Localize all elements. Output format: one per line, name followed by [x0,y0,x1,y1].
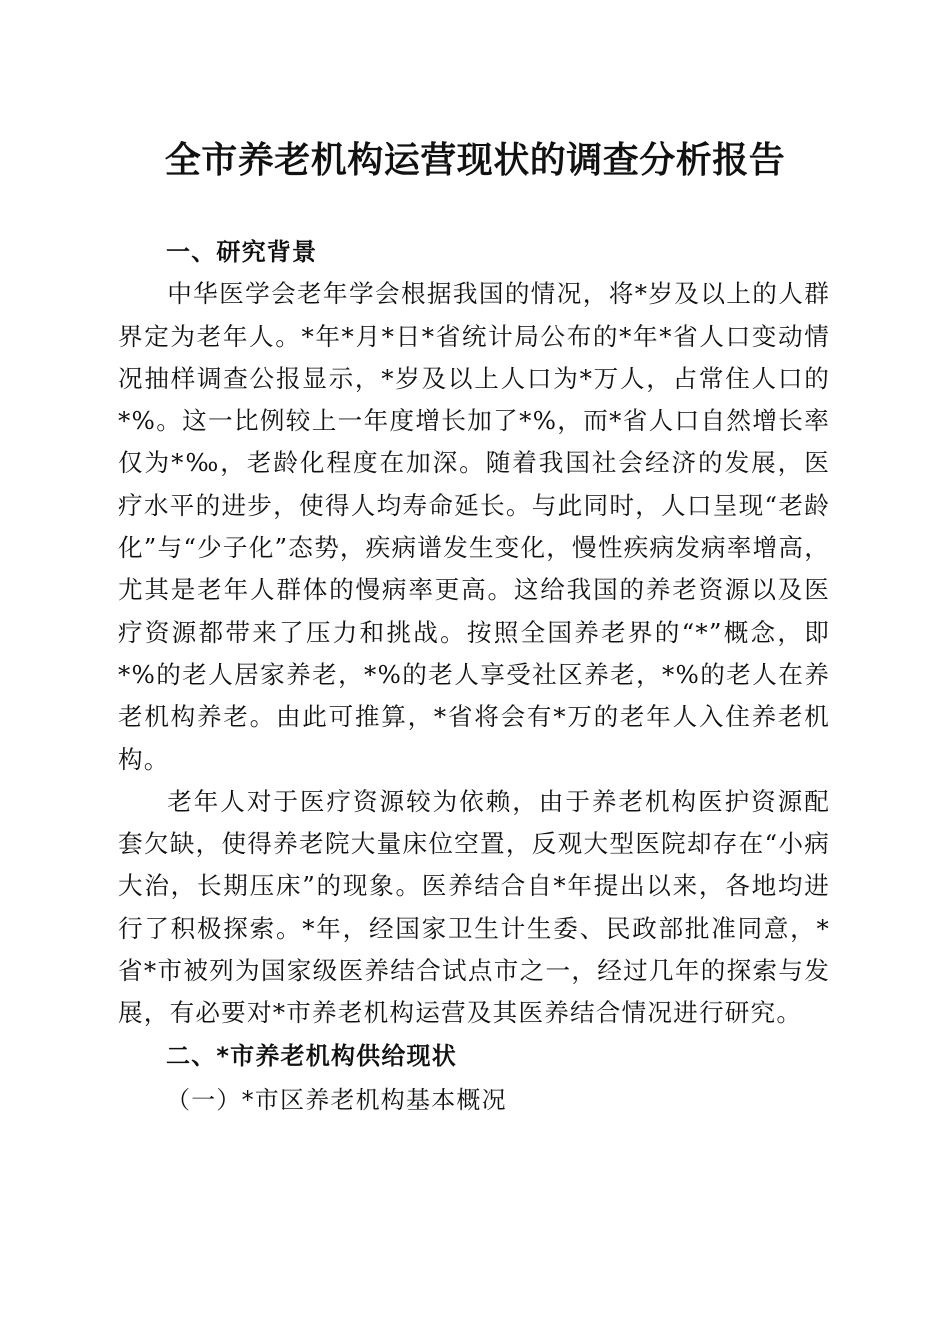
document-title: 全市养老机构运营现状的调查分析报告 [164,139,786,181]
section-heading-research-background: 一、研究背景 [166,238,318,266]
paragraph-background-1: 中华医学会老年学会根据我国的情况，将*岁及以上的人群界定为老年人。*年*月*日*省统计局公布的*年*省人口变动情况抽样调查公报显示，*岁及以上人口为*万人，占常住人口的*%。这一比例较上一年度增长加了*%，而*省人口自然增长率仅为*‰，老龄化程度在加深。随着我国社会经济的发展，医疗水平的进步，使得人均寿命延长。与此同时，人口呈现“老龄化”与“少子化”态势，疾病谱发生变化，慢性疾病发病率增高，尤其是老年人群体的慢病率更高。这给我国的养老资源以及医疗资源都带来了压力和挑战。按照全国养老界的“*”概念，即*%的老人居家养老，*%的老人享受社区养老，*%的老人在养老机构养老。由此可推算，*省将会有*万的老年人入住养老机构。 [118,279,830,774]
document-body [118,231,830,1121]
paragraph-background-2: 老年人对于医疗资源较为依赖，由于养老机构医护资源配套欠缺，使得养老院大量床位空置，反观大型医院却存在“小病大治，长期压床”的现象。医养结合自*年提出以来，各地均进行了积极探索。*年，经国家卫生计生委、民政部批准同意，*省*市被列为国家级医养结合试点市之一，经过几年的探索与发展，有必要对*市养老机构运营及其医养结合情况进行研究。 [118,786,830,1028]
section-heading-supply-status: 二、*市养老机构供给现状 [166,1041,457,1070]
subsection-heading-overview: （一）*市区养老机构基本概况 [166,1085,507,1114]
